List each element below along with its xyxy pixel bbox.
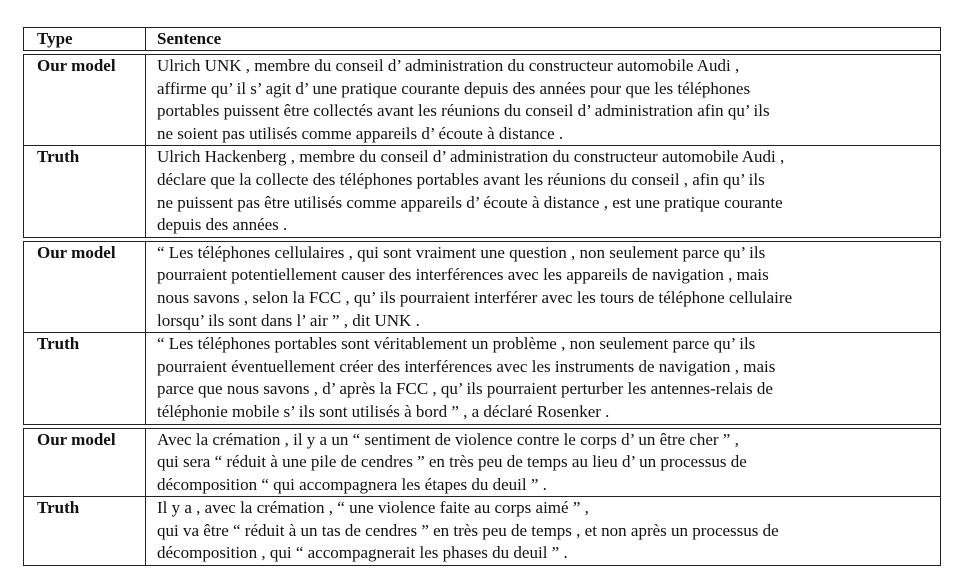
sentence-line: décomposition , qui “ accompagnerait les phases du deuil ” . xyxy=(157,543,568,563)
sentence-line: ne puissent pas être utilisés comme appareils d’ écoute à distance , est une pratique courante xyxy=(157,192,783,212)
sentence-line: nous savons , selon la FCC , qu’ ils pourraient interférer avec les tours de téléphone cellulaire xyxy=(157,287,793,307)
row-type: Our model xyxy=(24,242,146,332)
table-group xyxy=(23,241,941,425)
row-sentence xyxy=(146,146,940,236)
sentence-line: Il y a , avec la crémation , “ une violence faite au corps aimé ” , xyxy=(157,498,589,518)
table-row xyxy=(24,55,940,145)
sentence-line: qui sera “ réduit à une pile de cendres ” en très peu de temps au lieu d’ un processus de xyxy=(157,452,747,472)
sentence-line: “ Les téléphones cellulaires , qui sont vraiment une question , non seulement parce qu’ ils xyxy=(157,242,766,262)
sentence-line: Avec la crémation , il y a un “ sentiment de violence contre le corps d’ un être cher ” , xyxy=(157,429,739,449)
row-type: Our model xyxy=(24,429,146,497)
table-row xyxy=(24,429,940,497)
table-body xyxy=(23,54,941,566)
row-sentence xyxy=(146,242,940,332)
table-row xyxy=(24,496,940,565)
sentence-line: “ Les téléphones portables sont véritablement un problème , non seulement parce qu’ ils xyxy=(157,334,756,354)
sentence-line: depuis des années . xyxy=(157,215,288,235)
results-table xyxy=(23,27,941,566)
sentence-line: Ulrich Hackenberg , membre du conseil d’ administration du constructeur automobile Audi , xyxy=(157,147,785,167)
sentence-line: portables puissent être collectés avant les réunions du conseil d’ administration afin qu’ ils xyxy=(157,101,770,121)
table-row xyxy=(24,332,940,423)
row-sentence xyxy=(146,497,940,565)
sentence-line: ne soient pas utilisés comme appareils d’ écoute à distance . xyxy=(157,123,564,143)
header-sentence: Sentence xyxy=(157,29,222,48)
row-type: Truth xyxy=(24,497,146,565)
header-type: Type xyxy=(24,28,146,50)
sentence-line: lorsqu’ ils sont dans l’ air ” , dit UNK . xyxy=(157,310,420,330)
row-sentence xyxy=(146,333,940,423)
table-row xyxy=(24,145,940,236)
sentence-line: affirme qu’ il s’ agit d’ une pratique courante depuis des années pour que les téléphones xyxy=(157,78,751,98)
row-type: Our model xyxy=(24,55,146,145)
sentence-line: qui va être “ réduit à un tas de cendres ” en très peu de temps , et non après un processus de xyxy=(157,520,779,540)
sentence-line: téléphonie mobile s’ ils sont utilisés à bord ” , a déclaré Rosenker . xyxy=(157,401,610,421)
sentence-line: parce que nous savons , d’ après la FCC , qu’ ils pourraient perturber les antennes-relais de xyxy=(157,379,773,399)
table-group xyxy=(23,54,941,238)
row-sentence xyxy=(146,429,940,497)
sentence-line: pourraient éventuellement créer des interférences avec les instruments de navigation , mais xyxy=(157,356,776,376)
sentence-line: déclare que la collecte des téléphones portables avant les réunions du conseil , afin qu’ ils xyxy=(157,169,765,189)
sentence-line: pourraient potentiellement causer des interférences avec les appareils de navigation , mais xyxy=(157,265,769,285)
sentence-line: décomposition “ qui accompagnera les étapes du deuil ” . xyxy=(157,474,547,494)
table-group xyxy=(23,428,941,567)
row-type: Truth xyxy=(24,333,146,423)
row-sentence xyxy=(146,55,940,145)
row-type: Truth xyxy=(24,146,146,236)
table-row xyxy=(24,242,940,332)
table-header xyxy=(23,27,941,51)
sentence-line: Ulrich UNK , membre du conseil d’ administration du constructeur automobile Audi , xyxy=(157,56,740,75)
